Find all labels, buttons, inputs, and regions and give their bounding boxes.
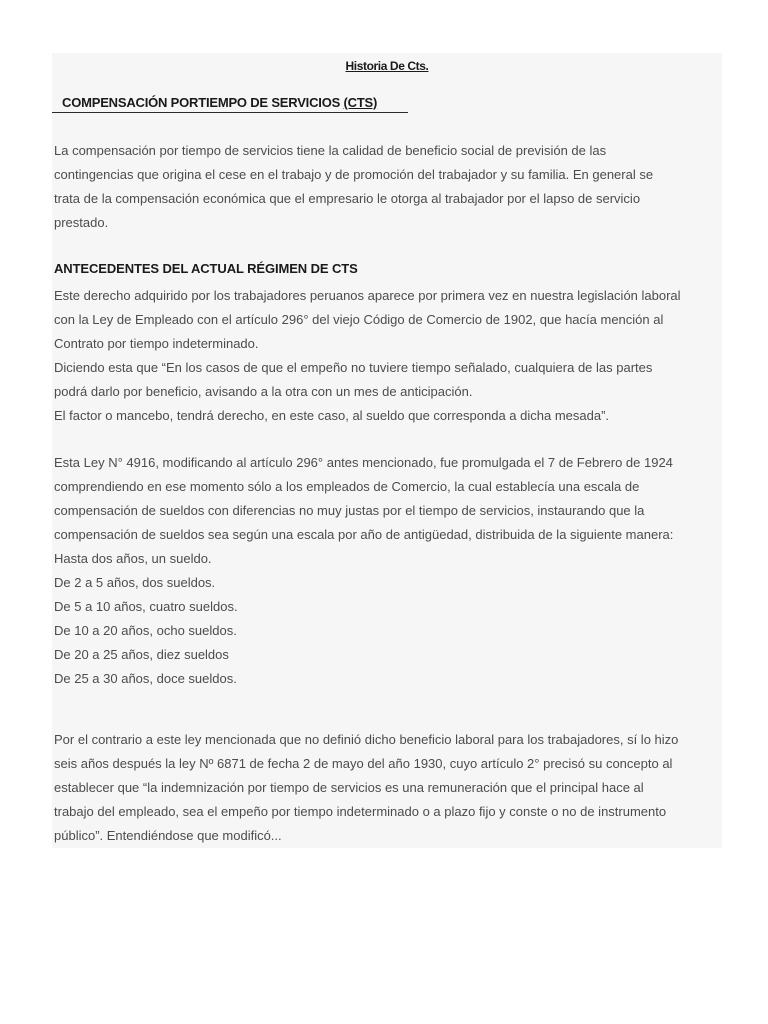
scale-item: De 20 a 25 años, diez sueldos (54, 647, 229, 662)
text-line: contingencias que origina el cese en el trabajo y de promoción del trabajador y su familia. En general se (54, 167, 654, 182)
main-heading-acronym: (CTS) (343, 95, 378, 110)
text-line: con la Ley de Empleado con el artículo 296° del viejo Código de Comercio de 1902, que hacía mención al (54, 312, 664, 327)
text-line: seis años después la ley Nº 6871 de fecha 2 de mayo del año 1930, cuyo artículo 2° precisó su concepto al (54, 756, 673, 771)
closing-paragraph (54, 728, 722, 848)
scale-item: De 25 a 30 años, doce sueldos. (54, 671, 237, 686)
text-line: La compensación por tiempo de servicios tiene la calidad de beneficio social de previsión de las (54, 143, 607, 158)
section-paragraph (54, 284, 722, 428)
scale-item: De 5 a 10 años, cuatro sueldos. (54, 599, 238, 614)
text-line: compensación de sueldos sea según una escala por año de antigüedad, distribuida de la siguiente manera: (54, 527, 674, 542)
text-line: establecer que “la indemnización por tiempo de servicios es una remuneración que el principal hace al (54, 780, 644, 795)
text-line: trata de la compensación económica que el empresario le otorga al trabajador por el lapso de servicio (54, 191, 641, 206)
text-line: prestado. (54, 215, 109, 230)
text-line: comprendiendo en ese momento sólo a los empleados de Comercio, la cual establecía una escala de (54, 479, 640, 494)
main-heading (52, 95, 408, 113)
document-page (52, 53, 722, 848)
text-line: público”. Entendiéndose que modificó... (54, 828, 282, 843)
text-line: Esta Ley N° 4916, modificando al artículo 296° antes mencionado, fue promulgada el 7 de Febrero de 1924 (54, 455, 673, 470)
text-line: Por el contrario a este ley mencionada que no definió dicho beneficio laboral para los trabajadores, sí lo hizo (54, 732, 679, 747)
document-title: Historia De Cts. (345, 59, 429, 73)
section-heading: ANTECEDENTES DEL ACTUAL RÉGIMEN DE CTS (54, 261, 358, 276)
law-paragraph (54, 451, 722, 691)
text-line: Contrato por tiempo indeterminado. (54, 336, 259, 351)
text-line: El factor o mancebo, tendrá derecho, en este caso, al sueldo que corresponda a dicha mesada”. (54, 408, 610, 423)
text-line: Este derecho adquirido por los trabajadores peruanos aparece por primera vez en nuestra legislación laboral (54, 288, 681, 303)
scale-item: De 10 a 20 años, ocho sueldos. (54, 623, 237, 638)
scale-item: De 2 a 5 años, dos sueldos. (54, 575, 216, 590)
text-line: compensación de sueldos con diferencias no muy justas por el tiempo de servicios, instaurando que la (54, 503, 645, 518)
text-line: trabajo del empleado, sea el empeño por tiempo indeterminado o a plazo fijo y conste o no de instrumento (54, 804, 667, 819)
scale-item: Hasta dos años, un sueldo. (54, 551, 212, 566)
intro-paragraph (54, 139, 722, 235)
text-line: podrá darlo por beneficio, avisando a la otra con un mes de anticipación. (54, 384, 473, 399)
main-heading-text: COMPENSACIÓN PORTIEMPO DE SERVICIOS (62, 95, 344, 110)
text-line: Diciendo esta que “En los casos de que el empeño no tuviere tiempo señalado, cualquiera de las partes (54, 360, 653, 375)
